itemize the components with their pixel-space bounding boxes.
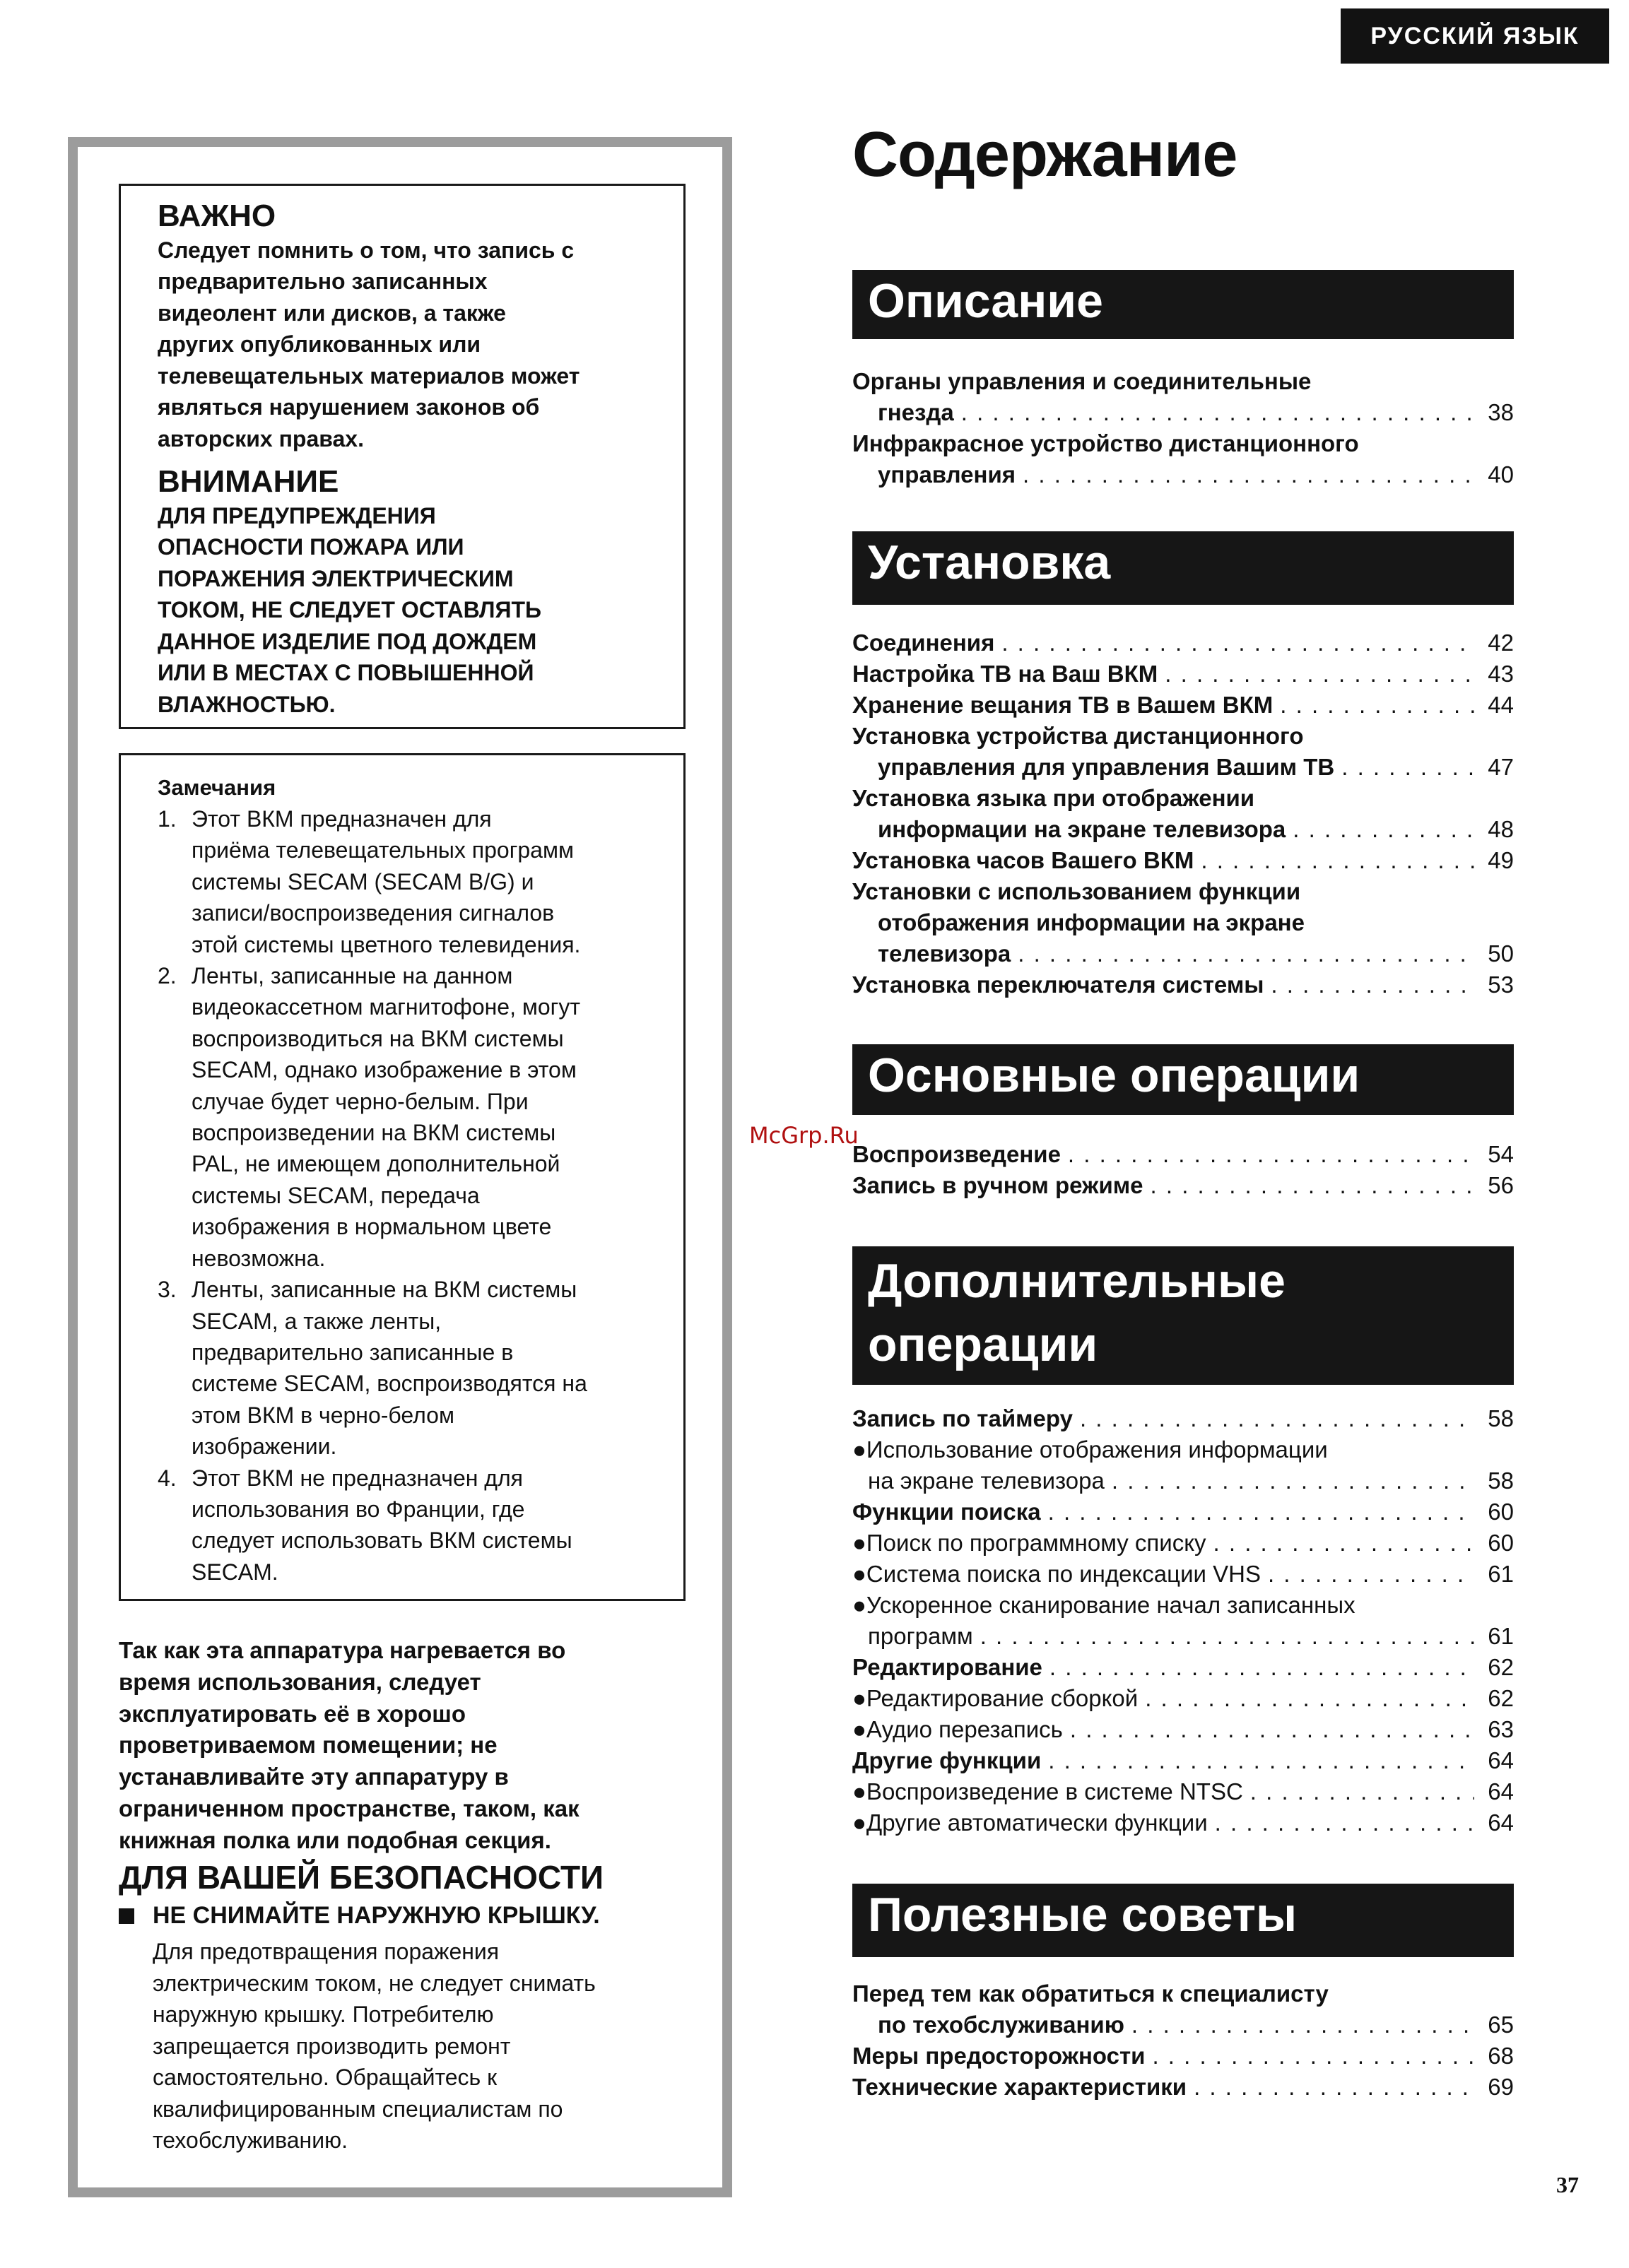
page-ref: 65 [1488, 2012, 1514, 2038]
page-ref: 68 [1488, 2043, 1514, 2069]
page-ref: 40 [1488, 461, 1514, 488]
safety-title: ДЛЯ ВАШЕЙ БЕЗОПАСНОСТИ [119, 1859, 604, 1896]
page-number: 37 [1556, 2172, 1579, 2197]
section-heading-setup: Установка [852, 531, 1514, 605]
list-item: 3. Ленты, записанные на ВКМ системы SECAM, а также ленты, предварительно записанные в системе SECAM, воспроизводятся на этом ВКМ в черно-белом изображении. [158, 1277, 587, 1460]
toc-entry[interactable]: Органы управления и соединительные [852, 368, 1312, 394]
notes-title: Замечания [158, 775, 276, 800]
toc-entry[interactable]: на экране телевизора . . . 58 [852, 1465, 1514, 1496]
toc-entry[interactable]: ●Воспроизведение в системе NTSC . . . 64 [852, 1776, 1514, 1807]
page-ref: 53 [1488, 971, 1514, 998]
page-ref: 64 [1488, 1747, 1514, 1773]
toc-entry[interactable]: ●Редактирование сборкой . . . 62 [852, 1683, 1514, 1714]
toc-entry[interactable]: Редактирование . . . 62 [852, 1652, 1514, 1683]
section-heading-basic-operations: Основные операции [852, 1044, 1514, 1115]
page-ref: 61 [1488, 1623, 1514, 1649]
page-ref: 44 [1488, 692, 1514, 718]
important-box [119, 184, 686, 729]
section-heading-useful-tips: Полезные советы [852, 1884, 1514, 1957]
page-ref: 58 [1488, 1405, 1514, 1431]
page-ref: 61 [1488, 1561, 1514, 1587]
toc-entry[interactable]: Функции поиска . . . 60 [852, 1496, 1514, 1528]
caution-text: ДЛЯ ПРЕДУПРЕЖДЕНИЯ ОПАСНОСТИ ПОЖАРА ИЛИ ПОРАЖЕНИЯ ЭЛЕКТРИЧЕСКИМ ТОКОМ, НЕ СЛЕДУЕТ ОСТАВЛЯТЬ ДАННОЕ ИЗДЕЛИЕ ПОД ДОЖДЕМ ИЛИ В МЕСТАХ С ПОВЫШЕННОЙ ВЛАЖНОСТЬЮ. [158, 502, 541, 717]
toc-entry[interactable]: программ . . . 61 [852, 1621, 1514, 1652]
page-ref: 56 [1488, 1172, 1514, 1198]
toc-entry[interactable]: Инфракрасное устройство дистанционного [852, 430, 1359, 456]
toc-entry[interactable]: Установка переключателя системы . . . 53 [852, 969, 1514, 1000]
notes-box [119, 753, 686, 1601]
toc-entry[interactable]: Запись по таймеру . . . 58 [852, 1403, 1514, 1434]
toc-entry[interactable]: Перед тем как обратиться к специалисту [852, 1980, 1329, 2007]
toc-entry[interactable]: телевизора . . . 50 [852, 938, 1514, 969]
toc-entry[interactable]: Установка языка при отображении [852, 785, 1255, 811]
list-item: 1. Этот ВКМ предназначен для приёма телевещательных программ системы SECAM (SECAM B/G) и записи/воспроизведения сигналов этой системы цветного телевидения. [158, 806, 581, 957]
toc-entry[interactable]: Соединения . . . 42 [852, 627, 1514, 658]
page-ref: 64 [1488, 1809, 1514, 1836]
page-ref: 48 [1488, 816, 1514, 842]
page-ref: 69 [1488, 2074, 1514, 2100]
toc-entry[interactable]: ●Ускоренное сканирование начал записанных [852, 1592, 1355, 1618]
list-item: 2. Ленты, записанные на данном видеокассетном магнитофоне, могут воспроизводиться на ВКМ системы SECAM, однако изображение в этом случае будет черно-белым. При воспроизведении на ВКМ системы PAL, не имеющем дополнительной системы SECAM, передача изображения в нормальном цвете невозможна. [158, 963, 580, 1271]
page-ref: 49 [1488, 847, 1514, 873]
toc-entry[interactable]: Запись в ручном режиме . . . 56 [852, 1170, 1514, 1201]
toc-entry[interactable]: Установка часов Вашего ВКМ . . . 49 [852, 845, 1514, 876]
important-text: Следует помнить о том, что запись с предварительно записанных видеолент или дисков, а также других опубликованных или телевещательных материалов может являться нарушением законов об авторских правах. [158, 237, 580, 451]
page-ref: 42 [1488, 630, 1514, 656]
toc-entry[interactable]: управления . . . 40 [852, 459, 1514, 490]
page-ref: 63 [1488, 1716, 1514, 1742]
important-title: ВАЖНО [158, 199, 276, 233]
left-frame [68, 137, 732, 2197]
toc-entry[interactable]: ●Аудио перезапись . . . 63 [852, 1714, 1514, 1745]
page-ref: 62 [1488, 1654, 1514, 1680]
toc-entry[interactable]: ●Система поиска по индексации VHS . . . 61 [852, 1559, 1514, 1590]
toc-entry[interactable]: Другие функции . . . 64 [852, 1745, 1514, 1776]
page-ref: 60 [1488, 1499, 1514, 1525]
safety-warning: НЕ СНИМАЙТЕ НАРУЖНУЮ КРЫШКУ. [119, 1902, 600, 1930]
page-ref: 64 [1488, 1778, 1514, 1805]
notes-list [158, 803, 666, 1588]
section-heading-description: Описание [852, 270, 1514, 339]
toc-entry[interactable]: ●Поиск по программному списку . . . 60 [852, 1528, 1514, 1559]
safety-body: Для предотвращения поражения электрическим током, не следует снимать наружную крышку. Потребителю запрещается производить ремонт самостоятельно. Обращайтесь к квалифицированным специалистам по техобслуживанию. [153, 1939, 596, 2153]
toc-entry[interactable]: Установка устройства дистанционного [852, 723, 1304, 749]
toc-entry[interactable]: ●Другие автоматически функции . . . 64 [852, 1807, 1514, 1838]
watermark: McGrp.Ru [749, 1122, 859, 1149]
toc-entry[interactable]: Меры предосторожности . . . 68 [852, 2040, 1514, 2072]
page-ref: 50 [1488, 940, 1514, 967]
square-bullet-icon [119, 1908, 134, 1924]
page-ref: 54 [1488, 1141, 1514, 1167]
toc-entry[interactable]: Хранение вещания ТВ в Вашем ВКМ . . . 44 [852, 690, 1514, 721]
toc-entry[interactable]: управления для управления Вашим ТВ . . . 47 [852, 752, 1514, 783]
page-ref: 38 [1488, 399, 1514, 425]
page-ref: 47 [1488, 754, 1514, 780]
page-ref: 58 [1488, 1467, 1514, 1494]
section-heading-advanced-operations: Дополнительные операции [852, 1246, 1514, 1385]
toc-entry[interactable]: информации на экране телевизора . . . 48 [852, 814, 1514, 845]
toc-entry[interactable]: Настройка ТВ на Ваш ВКМ . . . 43 [852, 658, 1514, 690]
toc-entry[interactable]: отображения информации на экране [878, 909, 1305, 935]
page-title: Содержание [852, 119, 1237, 190]
caution-title: ВНИМАНИЕ [158, 464, 339, 500]
ventilation-text: Так как эта аппаратура нагревается во время использования, следует эксплуатировать её в хорошо проветриваемом помещении; не устанавливайте эту аппаратуру в ограниченном пространстве, таком, как книжная полка или подобная секция. [119, 1637, 580, 1853]
toc-entry[interactable]: Воспроизведение . . . 54 [852, 1139, 1514, 1170]
toc-entry[interactable]: Установки с использованием функции [852, 878, 1301, 904]
toc-entry[interactable]: гнезда . . . 38 [852, 397, 1514, 428]
left-panel [78, 147, 722, 2187]
language-tab: РУССКИЙ ЯЗЫК [1341, 8, 1609, 64]
toc-entry[interactable]: Технические характеристики . . . 69 [852, 2072, 1514, 2103]
page-ref: 62 [1488, 1685, 1514, 1711]
page-ref: 60 [1488, 1530, 1514, 1556]
toc-entry[interactable]: по техобслуживанию . . . 65 [852, 2009, 1514, 2040]
list-item: 4. Этот ВКМ не предназначен для использования во Франции, где следует использовать ВКМ системы SECAM. [158, 1465, 572, 1585]
toc-entry[interactable]: ●Использование отображения информации [852, 1436, 1328, 1463]
page-ref: 43 [1488, 661, 1514, 687]
